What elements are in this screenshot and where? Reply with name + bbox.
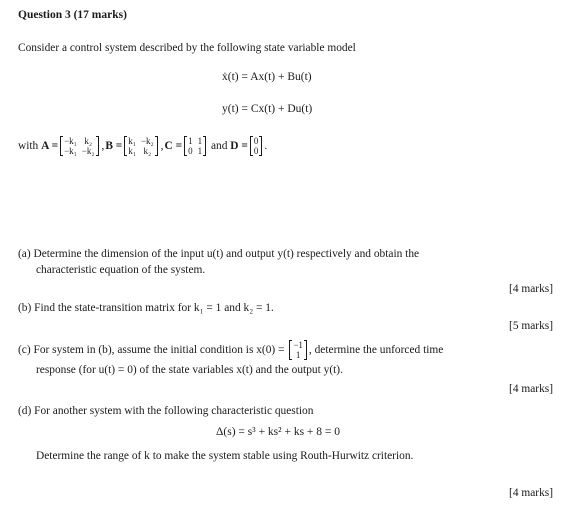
matrix-c-cell: 1 (197, 136, 203, 146)
initial-condition-vector (289, 340, 307, 360)
question-d: (d) For another system with the following characteristic question (18, 405, 314, 417)
question-c-post: , determine the unforced time (308, 344, 444, 356)
matrix-b-cell: k₂ (143, 146, 152, 156)
vector-cell: 1 (295, 350, 301, 360)
question-c (18, 340, 558, 360)
marks-c: [4 marks] (509, 383, 553, 395)
matrix-b-cell: k₁ (128, 146, 136, 156)
intro-text: Consider a control system described by the following state variable model (18, 42, 356, 54)
matrix-b-cell: −k₂ (140, 136, 154, 146)
matrix-d-cell: 0 (253, 136, 259, 146)
matrix-c-label: C = (164, 140, 183, 152)
output-equation: y(t) = Cx(t) + Du(t) (222, 103, 313, 115)
matrix-b-cell: k₁ (128, 136, 136, 146)
question-c-line2: response (for u(t) = 0) of the state variables x(t) and the output y(t). (36, 364, 343, 376)
matrix-end: . (264, 140, 268, 152)
question-a-line2: characteristic equation of the system. (36, 264, 206, 276)
question-b: (b) Find the state-transition matrix for k₁ = 1 and k₂ = 1. (18, 302, 274, 314)
state-equation: ẋ(t) = Ax(t) + Bu(t) (222, 71, 312, 83)
matrix-a-cell: −k₁ (64, 146, 77, 156)
question-a (18, 246, 558, 278)
matrix-b (124, 136, 157, 156)
marks-b: [5 marks] (509, 320, 553, 332)
matrix-d-cell: 0 (253, 146, 259, 156)
vector-cell: −1 (293, 340, 303, 350)
question-c-pre: (c) For system in (b), assume the initial condition is x(0) = (18, 344, 285, 356)
matrix-c-cell: 1 (188, 136, 193, 146)
matrix-b-label: B = (105, 140, 123, 152)
and-label: and (210, 140, 228, 152)
matrix-a-cell: −k₁ (64, 136, 77, 146)
matrix-a-cell: k₂ (84, 136, 92, 146)
question-a-line1: (a) Determine the dimension of the input u(t) and output y(t) respectively and obtain the (18, 248, 420, 260)
question-title: Question 3 (17 marks) (18, 9, 127, 21)
matrix-c (184, 136, 206, 156)
marks-d: [4 marks] (509, 487, 553, 499)
marks-a: [4 marks] (509, 283, 553, 295)
matrix-a-cell: −k₂ (81, 146, 95, 156)
with-label: with (18, 140, 39, 152)
matrix-definitions: with A = −k₁ k₂ −k₁ −k₂ , B = k₁ −k₂ k₁ k₂ , C = 1 1 0 1 and D = 0 0 . (18, 136, 268, 156)
matrix-d (250, 136, 263, 156)
matrix-c-cell: 1 (197, 146, 203, 156)
matrix-d-label: D = (230, 140, 248, 152)
matrix-a-label: A = (41, 140, 59, 152)
matrix-a (60, 136, 98, 156)
question-d-line2: Determine the range of k to make the system stable using Routh-Hurwitz criterion. (36, 450, 414, 462)
matrix-c-cell: 0 (188, 146, 193, 156)
characteristic-equation: Δ(s) = s³ + ks² + ks + 8 = 0 (216, 426, 341, 438)
